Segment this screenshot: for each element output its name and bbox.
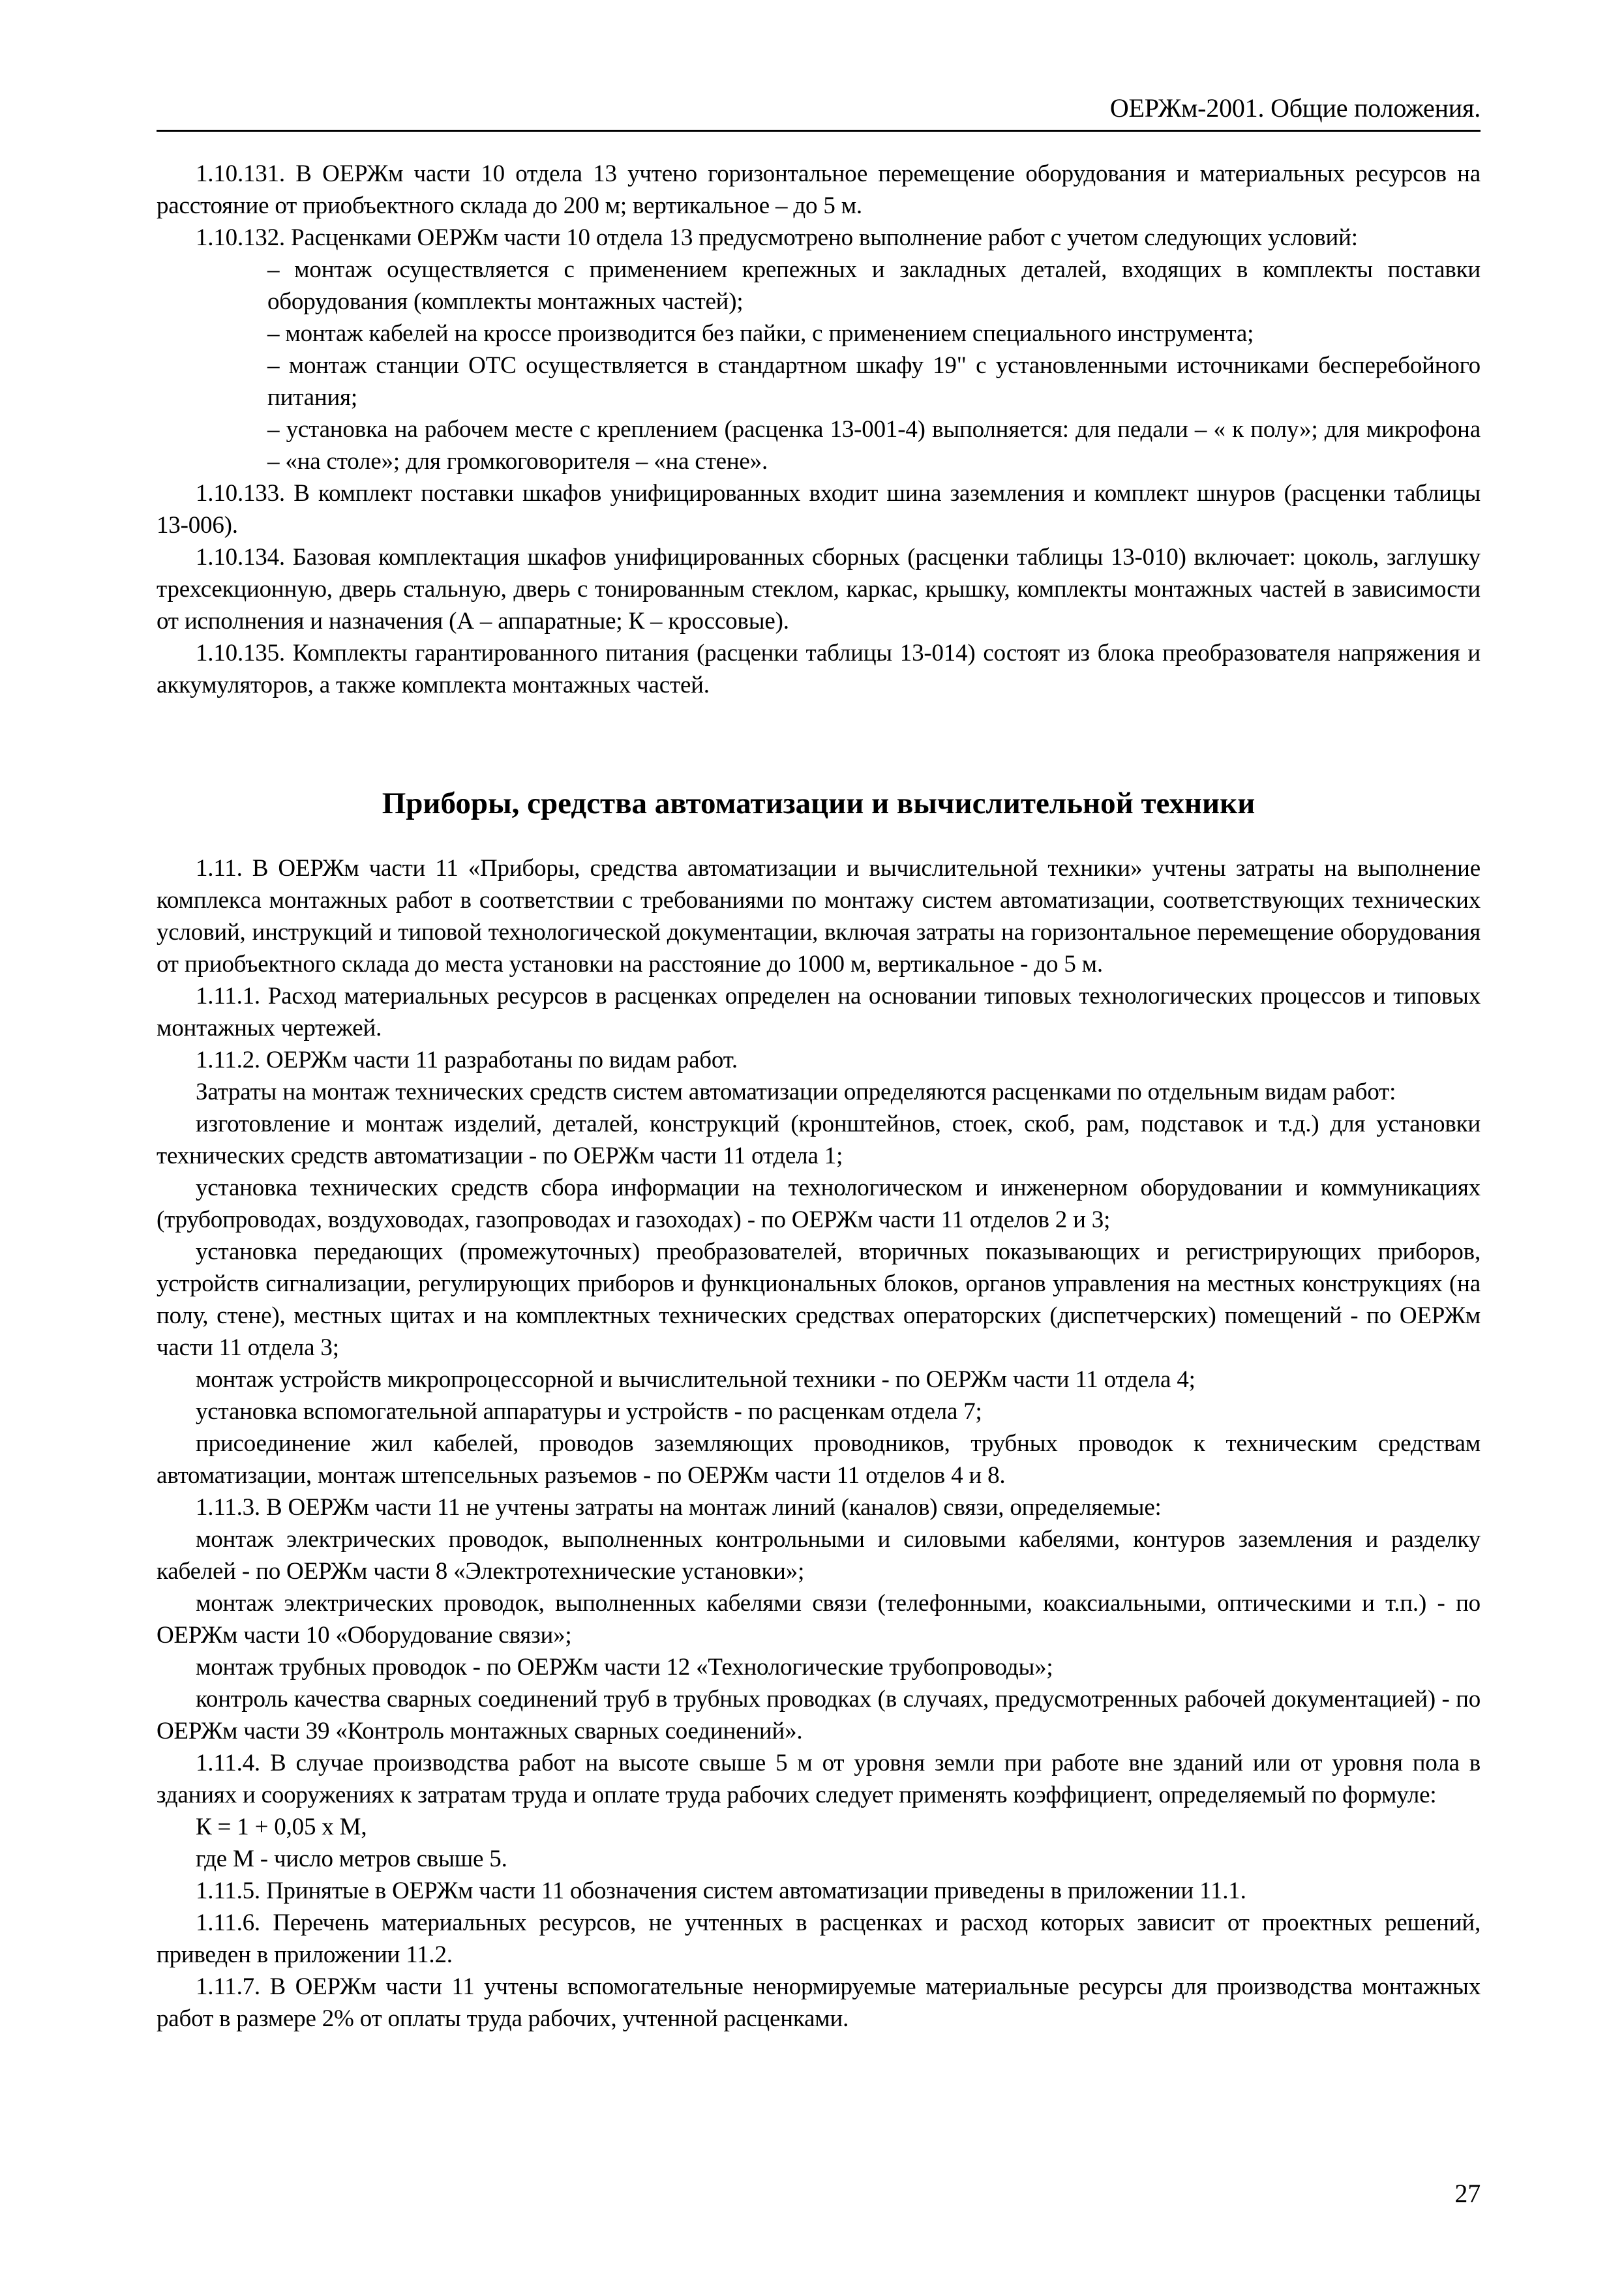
work-type-item: установка передающих (промежуточных) преобразователей, вторичных показывающих и регистрирующих приборов, устройств сигнализации, регулирующих приборов и функциональных блоков, органов управления на местных конструкциях (на полу, стене), местных щитах и на комплектных технических средствах операторских (диспетчерских) помещений - по ОЕРЖм части 11 отдела 3;	[157, 1238, 1481, 1361]
paragraph-1-11-1: 1.11.1. Расход материальных ресурсов в расценках определен на основании типовых технологических процессов и типовых монтажных чертежей.	[157, 983, 1481, 1041]
header-rule	[157, 130, 1481, 132]
work-type-item: присоединение жил кабелей, проводов заземляющих проводников, трубных проводок к техническим средствам автоматизации, монтаж штепсельных разъемов - по ОЕРЖм части 11 отделов 4 и 8.	[157, 1430, 1481, 1489]
paragraph-1-11-3: 1.11.3. В ОЕРЖм части 11 не учтены затраты на монтаж линий (каналов) связи, определяемые:	[196, 1494, 1162, 1521]
paragraph-1-10-131: 1.10.131. В ОЕРЖм части 10 отдела 13 учтено горизонтальное перемещение оборудования и материальных ресурсов на расстояние от приобъектного склада до 200 м; вертикальное – до 5 м.	[157, 160, 1481, 219]
work-type-item: установка вспомогательной аппаратуры и устройств - по расценкам отдела 7;	[196, 1398, 982, 1425]
excluded-item: монтаж электрических проводок, выполненных кабелями связи (телефонными, коаксиальными, оптическими и т.п.) - по ОЕРЖм части 10 «Оборудование связи»;	[157, 1590, 1481, 1649]
condition-item: – установка на рабочем месте с креплением (расценка 13-001-4) выполняется: для педали – « к полу»; для микрофона – «на столе»; для громкоговорителя – «на стене».	[267, 416, 1481, 475]
paragraph-1-11-7: 1.11.7. В ОЕРЖм части 11 учтены вспомогательные ненормируемые материальные ресурсы для производства монтажных работ в размере 2% от оплаты труда рабочих, учтенной расценками.	[157, 1973, 1481, 2032]
paragraph-1-11: 1.11. В ОЕРЖм части 11 «Приборы, средства автоматизации и вычислительной техники» учтены затраты на выполнение комплекса монтажных работ в соответствии с требованиями по монтажу систем автоматизации, соответствующих технических условий, инструкций и типовой технологической документации, включая затраты на горизонтальное перемещение оборудования от приобъектного склада до места установки на расстояние до 1000 м, вертикальное - до 5 м.	[157, 855, 1481, 978]
paragraph-1-10-132: 1.10.132. Расценками ОЕРЖм части 10 отдела 13 предусмотрено выполнение работ с учетом следующих условий:	[196, 224, 1358, 251]
paragraph-costs-intro: Затраты на монтаж технических средств систем автоматизации определяются расценками по отдельным видам работ:	[196, 1079, 1396, 1105]
paragraph-1-11-6: 1.11.6. Перечень материальных ресурсов, не учтенных в расценках и расход которых зависит от проектных решений, приведен в приложении 11.2.	[157, 1909, 1481, 1968]
paragraph-1-11-4: 1.11.4. В случае производства работ на высоте свыше 5 м от уровня земли при работе вне зданий или от уровня пола в зданиях и сооружениях к затратам труда и оплате труда рабочих следует применять коэффициент, определяемый по формуле:	[157, 1750, 1481, 1808]
formula-note: где М - число метров свыше 5.	[196, 1846, 507, 1872]
page-body	[157, 158, 1481, 2035]
work-type-item: установка технических средств сбора информации на технологическом и инженерном оборудовании и коммуникациях (трубопроводах, воздуховодах, газопроводах и газоходах) - по ОЕРЖм части 11 отделов 2 и 3;	[157, 1174, 1481, 1233]
section-heading: Приборы, средства автоматизации и вычислительной техники	[382, 786, 1256, 820]
condition-item: – монтаж станции ОТС осуществляется в стандартном шкафу 19" с установленными источниками бесперебойного питания;	[267, 352, 1481, 411]
paragraph-1-11-2: 1.11.2. ОЕРЖм части 11 разработаны по видам работ.	[196, 1047, 738, 1073]
formula: К = 1 + 0,05 х М,	[196, 1814, 367, 1840]
running-header: ОЕРЖм-2001. Общие положения.	[1109, 93, 1481, 123]
excluded-item: монтаж электрических проводок, выполненных контрольными и силовыми кабелями, контуров заземления и разделку кабелей - по ОЕРЖм части 8 «Электротехнические установки»;	[157, 1526, 1481, 1585]
condition-item: – монтаж кабелей на кроссе производится без пайки, с применением специального инструмента;	[267, 320, 1254, 347]
page-number: 27	[1454, 2179, 1481, 2208]
excluded-item: контроль качества сварных соединений труб в трубных проводках (в случаях, предусмотренных рабочей документацией) - по ОЕРЖм части 39 «Контроль монтажных сварных соединений».	[157, 1686, 1481, 1744]
condition-item: – монтаж осуществляется с применением крепежных и закладных деталей, входящих в комплекты поставки оборудования (комплекты монтажных частей);	[267, 256, 1481, 315]
paragraph-1-10-134: 1.10.134. Базовая комплектация шкафов унифицированных сборных (расценки таблицы 13-010) включает: цоколь, заглушку трехсекционную, дверь стальную, дверь с тонированным стеклом, каркас, крышку, комплекты монтажных частей в зависимости от исполнения и назначения (А – аппаратные; К – кроссовые).	[157, 544, 1481, 635]
paragraph-1-10-133: 1.10.133. В комплект поставки шкафов унифицированных входит шина заземления и комплект шнуров (расценки таблицы 13-006).	[157, 480, 1481, 539]
paragraph-1-10-135: 1.10.135. Комплекты гарантированного питания (расценки таблицы 13-014) состоят из блока преобразователя напряжения и аккумуляторов, а также комплекта монтажных частей.	[157, 640, 1481, 698]
paragraph-1-11-5: 1.11.5. Принятые в ОЕРЖм части 11 обозначения систем автоматизации приведены в приложении 11.1.	[196, 1878, 1246, 1904]
work-type-item: монтаж устройств микропроцессорной и вычислительной техники - по ОЕРЖм части 11 отдела 4;	[196, 1366, 1195, 1393]
work-type-item: изготовление и монтаж изделий, деталей, конструкций (кронштейнов, стоек, скоб, рам, подставок и т.д.) для установки технических средств автоматизации - по ОЕРЖм части 11 отдела 1;	[157, 1111, 1481, 1169]
excluded-item: монтаж трубных проводок - по ОЕРЖм части 12 «Технологические трубопроводы»;	[196, 1654, 1053, 1681]
